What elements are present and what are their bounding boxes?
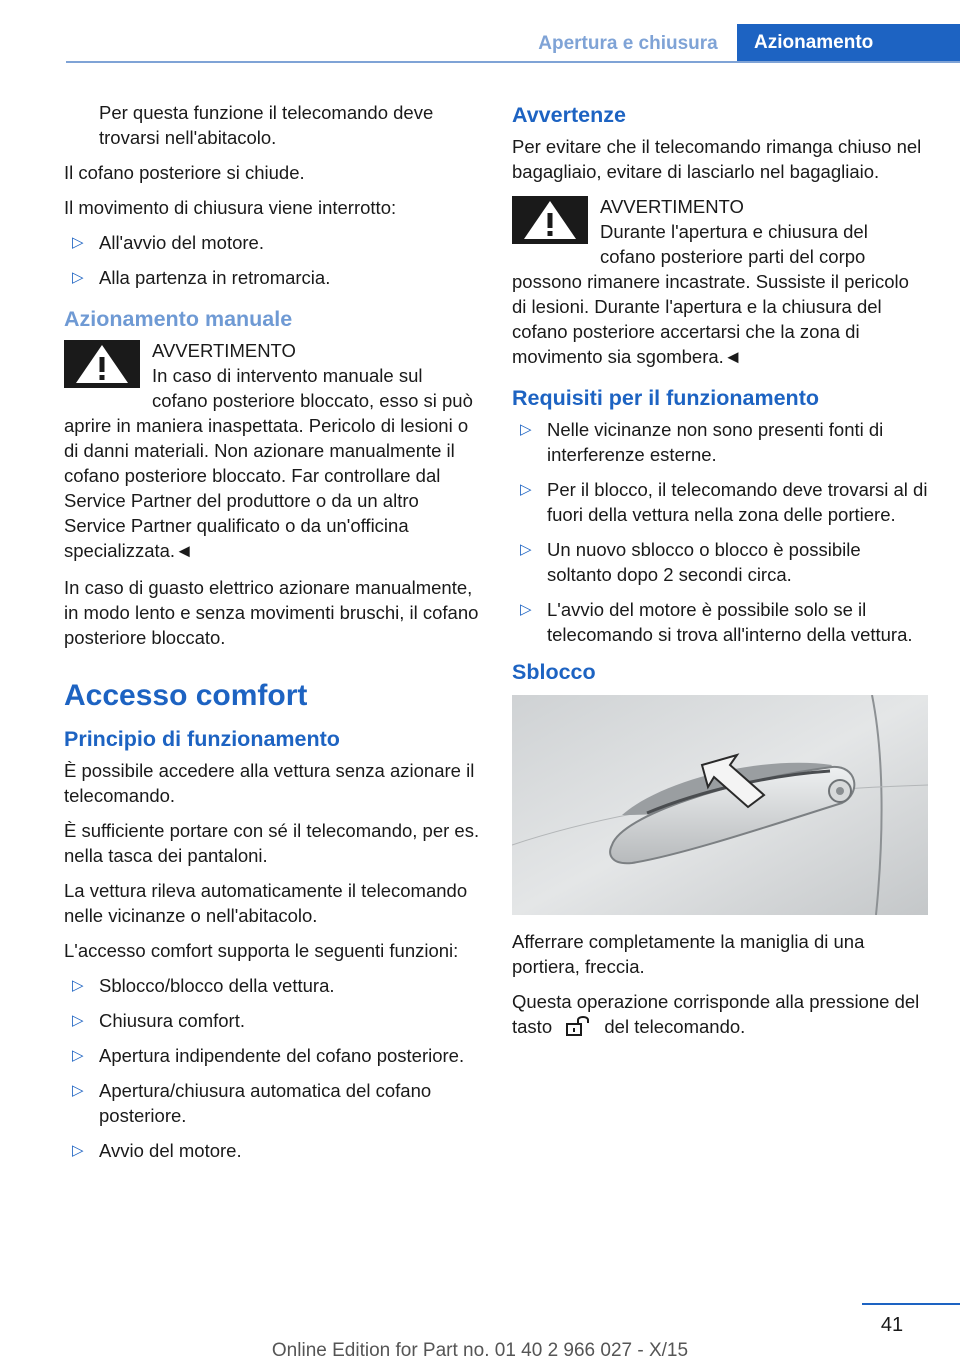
requirements-list [512,417,928,647]
triangle-bullet-icon: ▷ [72,234,84,251]
triangle-bullet-icon: ▷ [72,1082,84,1099]
triangle-bullet-icon: ▷ [72,977,84,994]
warning-tailgate [512,194,928,369]
triangle-bullet-icon: ▷ [520,601,532,618]
triangle-bullet-icon: ▷ [72,1142,84,1159]
list-item: ▷ Avvio del motore. [72,1140,242,1161]
functions-list [64,973,482,1163]
principle-text-3: La vettura rileva automaticamente il telecomando nelle vicinanze o nell'abitacolo. [64,880,468,926]
triangle-bullet-icon: ▷ [72,1047,84,1064]
warning-manual [64,338,482,563]
list-item: ▷ Apertura/chiusura automatica del cofano posteriore. [72,1080,432,1126]
unlock-icon [563,1015,593,1037]
heading-comfort-access: Accesso comfort [64,679,308,712]
press-text: Questa operazione corrisponde alla pressione del tasto del telecomando. [512,991,920,1037]
list-item: ▷ Alla partenza in retromarcia. [72,267,331,288]
triangle-bullet-icon: ▷ [72,269,84,286]
list-item: ▷ Chiusura comfort. [72,1010,245,1031]
header-chapter-tab[interactable]: Azionamento [737,24,960,62]
door-handle-photo [512,695,928,915]
intro-note: Per questa funzione il telecomando deve trovarsi nell'abitacolo. [99,102,434,148]
triangle-bullet-icon: ▷ [520,541,532,558]
triangle-bullet-icon: ▷ [520,421,532,438]
triangle-bullet-icon: ▷ [72,1012,84,1029]
list-item: ▷ Un nuovo sblocco o blocco è possibile soltanto dopo 2 secondi circa. [520,539,861,585]
interrupt-text: Il movimento di chiusura viene interrotto: [64,197,397,218]
warning-title: AVVERTIMENTO [600,196,744,217]
heading-unlock: Sblocco [512,660,596,684]
list-item: ▷ All'avvio del motore. [72,232,264,253]
footer-edition: Online Edition for Part no. 01 40 2 966 027 - X/15 [271,1340,689,1361]
warning-text: Durante l'apertura e chiusura del cofano posteriore parti del corpo possono rimanere incastrate. Sussiste il pericolo di lesioni. Durante l'apertura e la chiusura del cofano posteriore accertarsi che la zona di movimento sia sgombera.◄ [512,221,909,367]
warnings-text: Per evitare che il telecomando rimanga chiuso nel bagagliaio, evitare di lasciarlo nel bagagliaio. [512,136,922,182]
heading-manual: Azionamento manuale [64,307,293,331]
right-column [512,100,928,1049]
warning-triangle-icon [512,196,588,244]
warning-text: In caso di intervento manuale sul cofano posteriore bloccato, esso si può aprire in maniera inaspettata. Pericolo di lesioni o di danni materiali. Non azionare manualmente il cofano posteriore bloccato. Far controllare dal Service Partner del produttore o da un altro Service Partner qualificato o da un'officina specializzata.◄ [64,365,473,561]
header-section-tab[interactable]: Apertura e chiusura [538,33,718,54]
grip-text: Afferrare completamente la maniglia di una portiera, freccia. [512,931,865,977]
warning-title: AVVERTIMENTO [152,340,296,361]
heading-requirements: Requisiti per il funzionamento [512,386,819,410]
triangle-bullet-icon: ▷ [520,481,532,498]
heading-warnings: Avvertenze [512,103,626,127]
heading-principle: Principio di funzionamento [64,727,340,751]
principle-text-2: È sufficiente portare con sé il telecomando, per es. nella tasca dei pantaloni. [64,820,480,866]
footer-rule [862,1303,960,1305]
interrupt-list [64,230,482,290]
list-item: ▷ L'avvio del motore è possibile solo se il telecomando si trova all'interno della vettura. [520,599,913,645]
principle-text-1: È possibile accedere alla vettura senza azionare il telecomando. [64,760,475,806]
list-item: ▷ Nelle vicinanze non sono presenti fonti di interferenze esterne. [520,419,884,465]
header-rule [66,61,960,63]
list-item: ▷ Per il blocco, il telecomando deve trovarsi al di fuori della vettura nella zona delle portiere. [520,479,928,525]
page-number: 41 [880,1314,904,1336]
fault-text: In caso di guasto elettrico azionare manualmente, in modo lento e senza movimenti bruschi, il cofano posteriore bloccato. [64,577,479,648]
functions-intro: L'accesso comfort supporta le seguenti funzioni: [64,940,459,961]
left-column [64,100,482,1173]
list-item: ▷ Apertura indipendente del cofano posteriore. [72,1045,465,1066]
warning-triangle-icon [64,340,140,388]
list-item: ▷ Sblocco/blocco della vettura. [72,975,335,996]
closes-text: Il cofano posteriore si chiude. [64,162,305,183]
